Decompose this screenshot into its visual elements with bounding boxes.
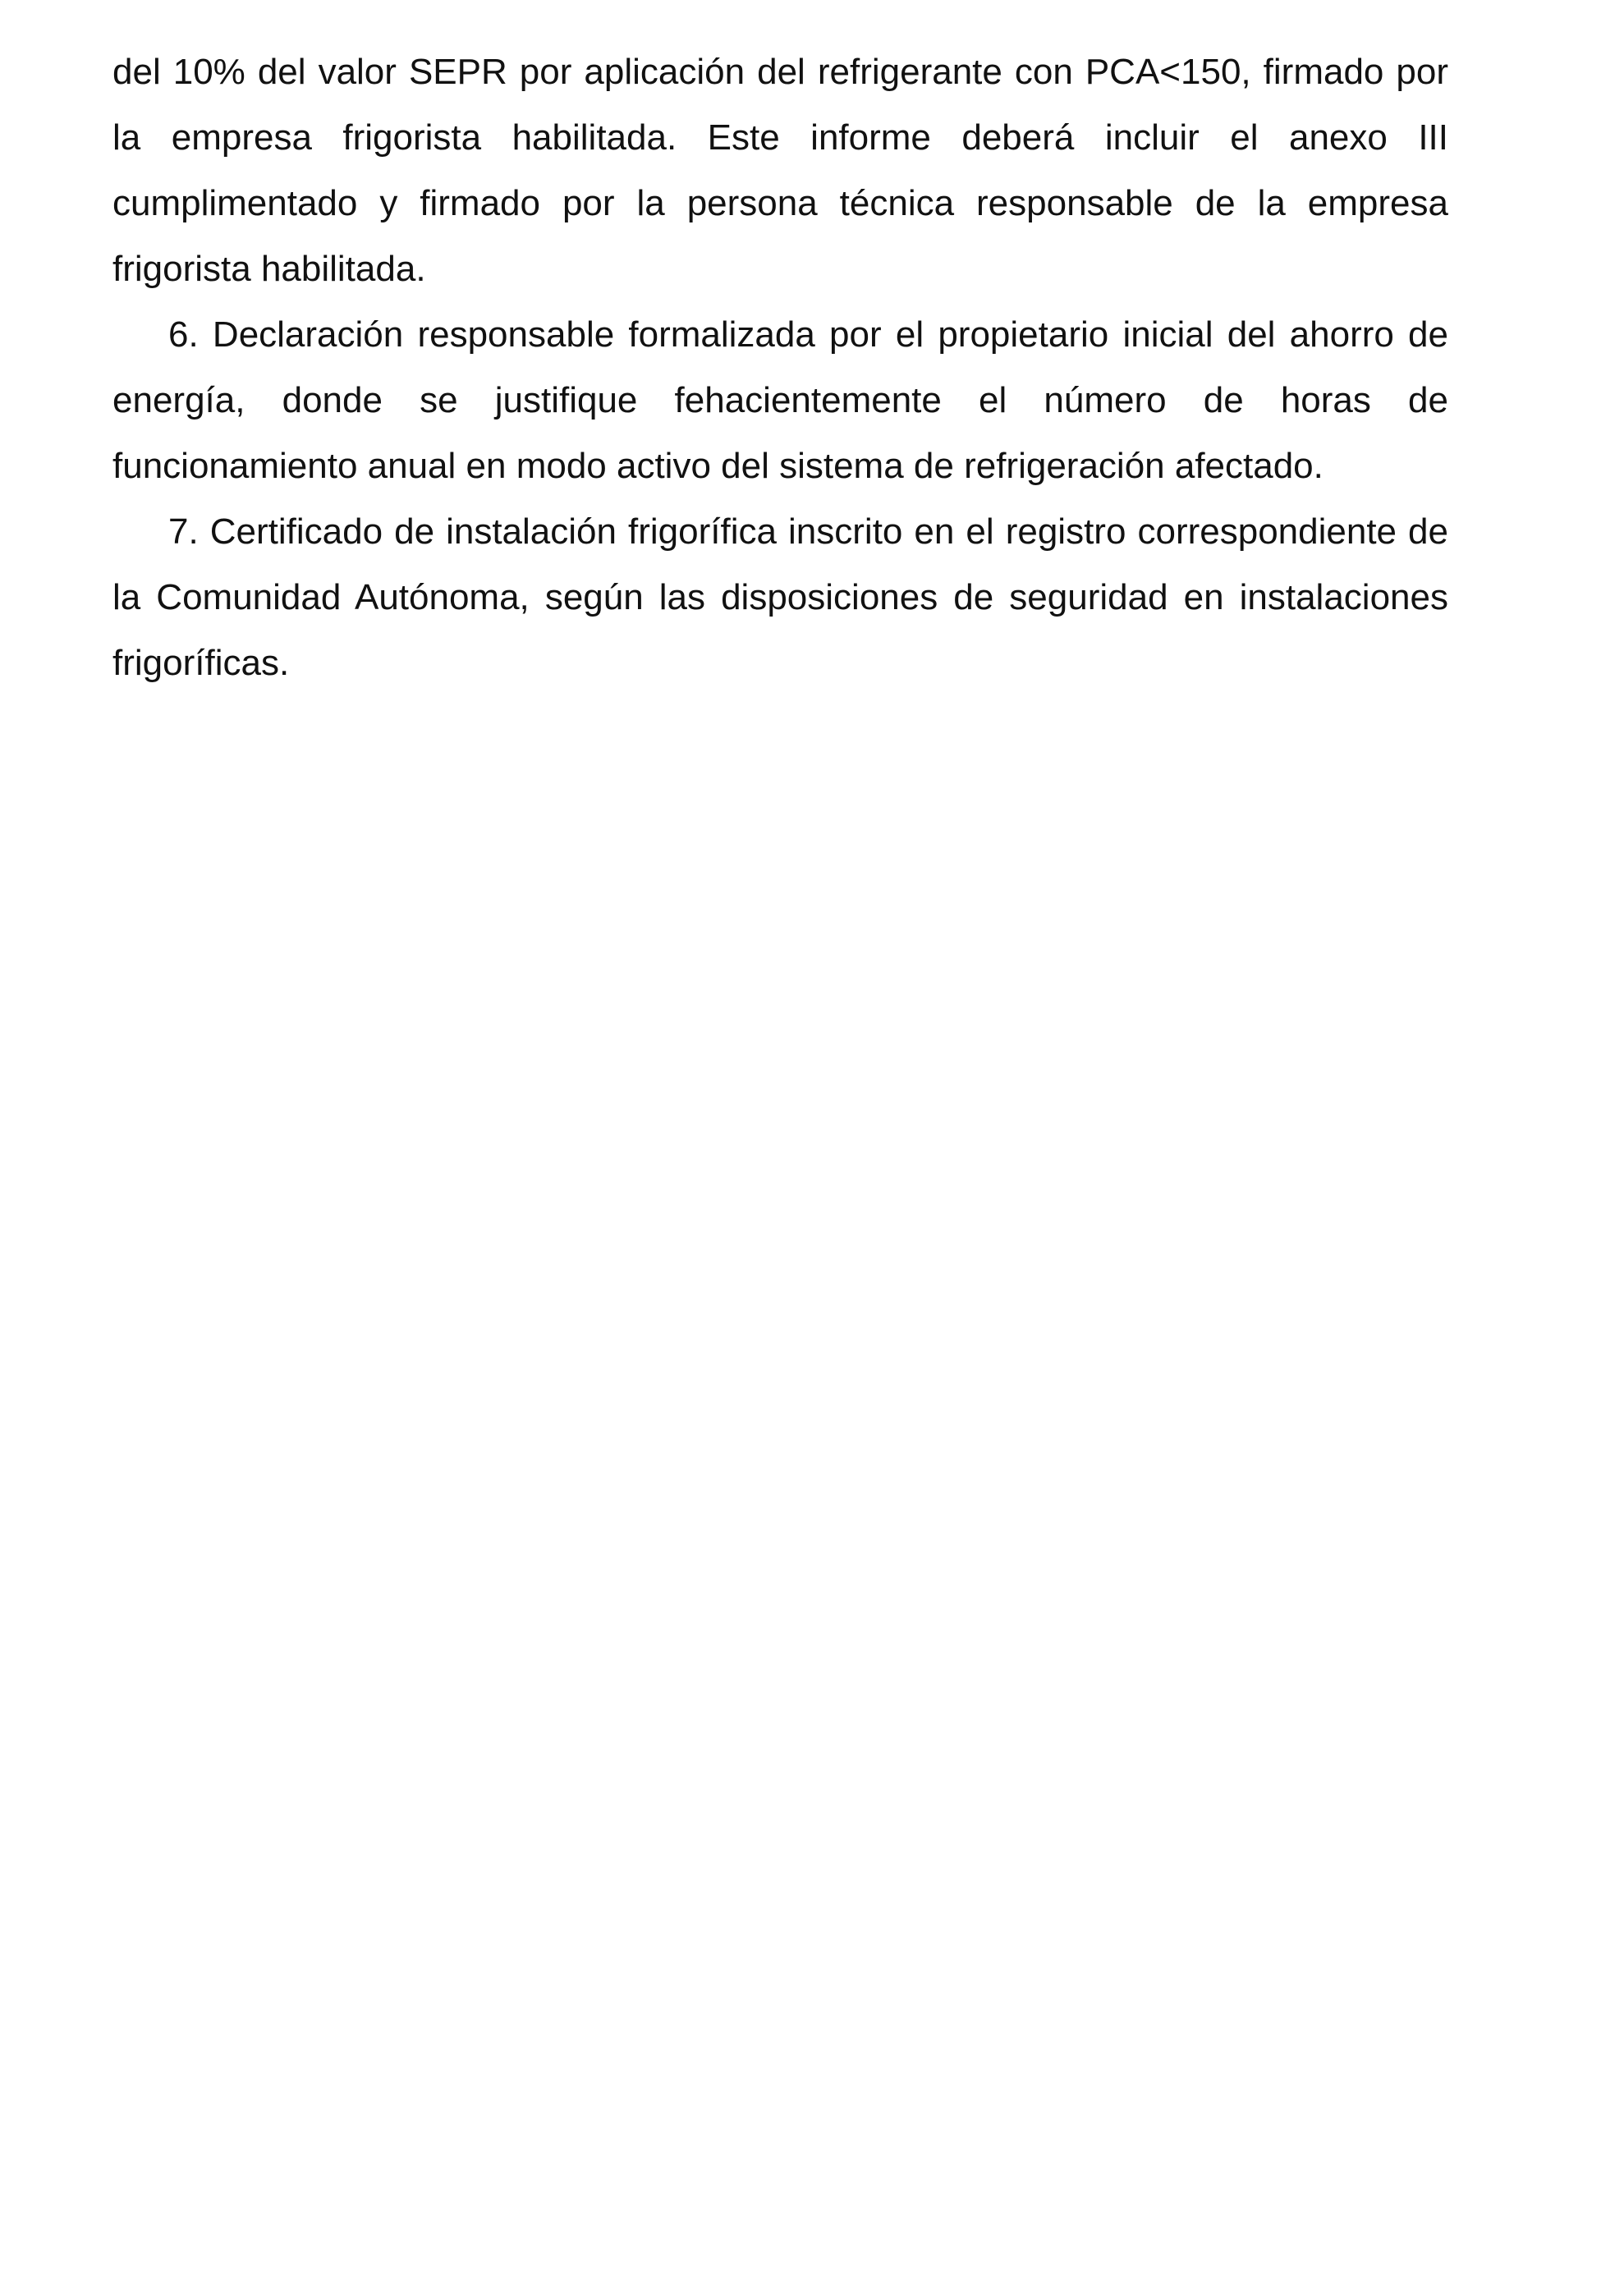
- document-body: [112, 39, 1448, 696]
- paragraph-item-7: 7. Certificado de instalación frigorífica inscrito en el registro correspondiente de la Comunidad Autónoma, según las disposiciones de seguridad en instalaciones frigoríficas.: [112, 511, 1448, 683]
- paragraph-continuation: del 10% del valor SEPR por aplicación del refrigerante con PCA<150, firmado por la empresa frigorista habilitada. Este informe deberá incluir el anexo III cumplimentado y firmado por la persona técnica responsable de la empresa frigorista habilitada.: [112, 52, 1448, 289]
- paragraph-item-6: 6. Declaración responsable formalizada por el propietario inicial del ahorro de energía, donde se justifique fehacientemente el número de horas de funcionamiento anual en modo activo del sistema de refrigeración afectado.: [112, 314, 1448, 486]
